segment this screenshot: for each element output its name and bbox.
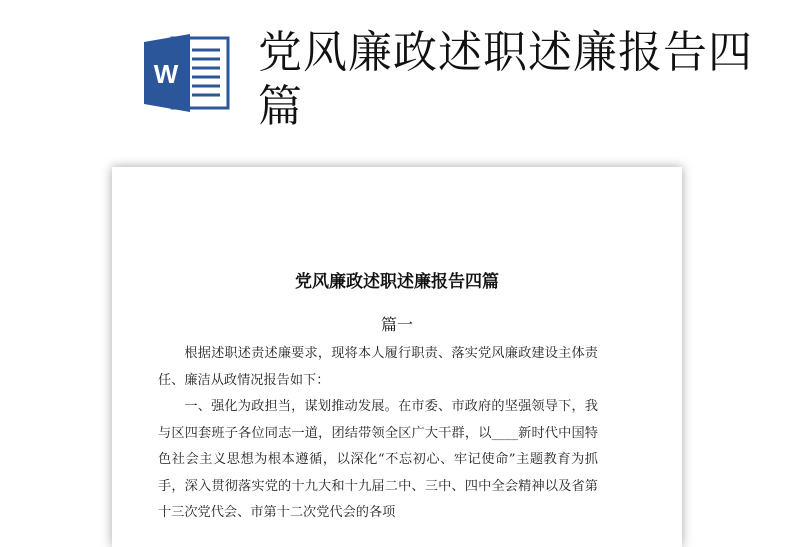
paragraph: 一、强化为政担当，谋划推动发展。在市委、市政府的坚强领导下，我与区四套班子各位同志一道，团结带领全区广大干群，以____新时代中国特色社会主义思想为根本遵循，以深化“不忘初心、牢记使命”主题教育为抓手，深入贯彻落实党的十九大和十九届二中、三中、四中全会精神以及省第十三次党代会、市第十二次党代会的各项 — [158, 399, 598, 520]
word-document-icon — [142, 32, 236, 114]
page-title: 党风廉政述职述廉报告四篇 — [258, 27, 753, 132]
paragraph: 根据述职述责述廉要求，现将本人履行职责、落实党风廉政建设主体责任、廉洁从政情况报告如下： — [158, 346, 598, 388]
header — [0, 0, 800, 140]
document-body — [158, 341, 598, 527]
word-letter: W — [153, 59, 179, 89]
document-heading: 党风廉政述职述廉报告四篇 — [295, 272, 499, 292]
document-subheading: 篇一 — [380, 315, 413, 334]
document-page — [112, 167, 682, 547]
